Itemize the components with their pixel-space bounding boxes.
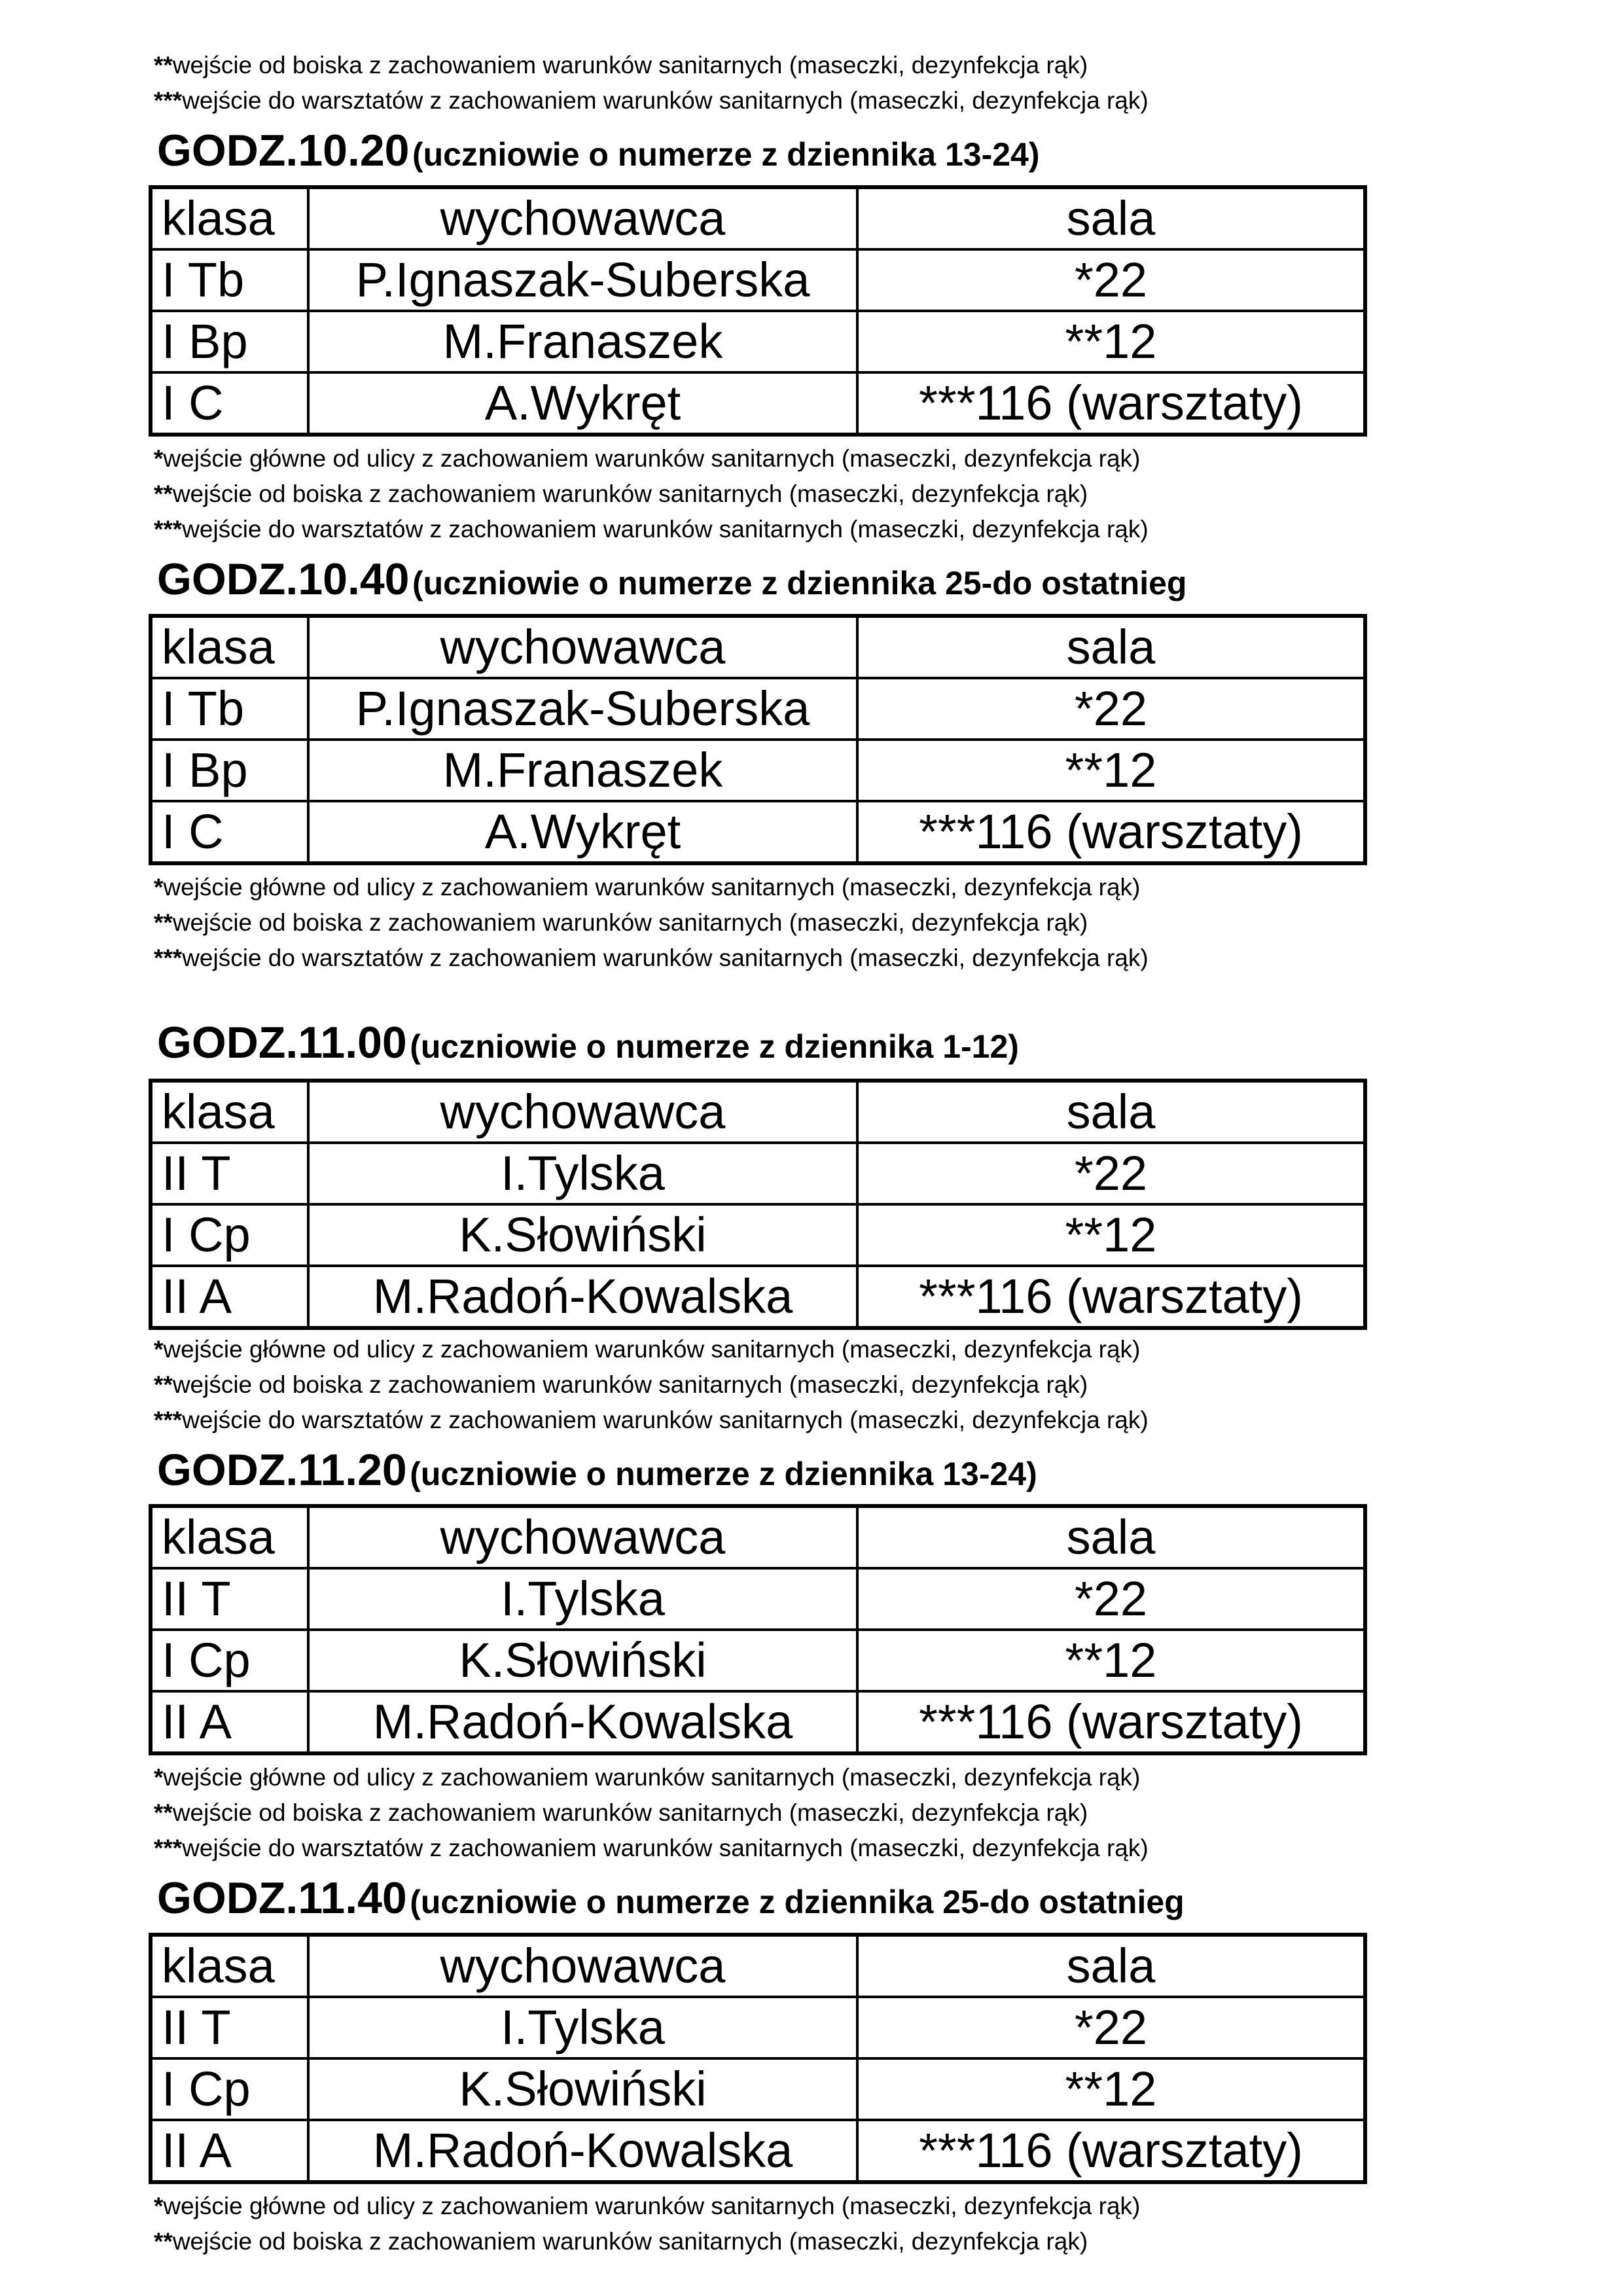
footnote-warsztaty: ***wejście do warsztatów z zachowaniem warunków sanitarnych (maseczki, dezynfekcja rąk) (154, 1407, 1149, 1433)
footnote-glowne: *wejście główne od ulicy z zachowaniem warunków sanitarnych (maseczki, dezynfekcja rąk) (154, 445, 1141, 472)
cell-sala: ***116 (warsztaty) (857, 2120, 1365, 2182)
header-sala: sala (857, 616, 1365, 678)
schedule-table (149, 1079, 1367, 1330)
header-wychowawca: wychowawca (308, 616, 857, 678)
table-row (151, 249, 1365, 311)
header-klasa: klasa (151, 187, 308, 249)
cell-klasa: I C (151, 372, 308, 435)
table-row (151, 1143, 1365, 1204)
table-row (151, 1204, 1365, 1266)
cell-sala: *22 (857, 1568, 1365, 1630)
footnote-warsztaty: ***wejście do warsztatów z zachowaniem warunków sanitarnych (maseczki, dezynfekcja rąk) (154, 944, 1149, 971)
footnote-glowne: *wejście główne od ulicy z zachowaniem warunków sanitarnych (maseczki, dezynfekcja rąk) (154, 1336, 1141, 1363)
cell-wychowawca: A.Wykręt (308, 372, 857, 435)
header-klasa: klasa (151, 1935, 308, 1997)
header-klasa: klasa (151, 1506, 308, 1568)
cell-sala: *22 (857, 1143, 1365, 1204)
footnote-boisko: **wejście od boiska z zachowaniem warunków sanitarnych (maseczki, dezynfekcja rąk) (154, 1371, 1088, 1398)
cell-wychowawca: P.Ignaszak-Suberska (308, 249, 857, 311)
header-wychowawca: wychowawca (308, 1081, 857, 1143)
header-wychowawca: wychowawca (308, 1935, 857, 1997)
cell-sala: ***116 (warsztaty) (857, 1266, 1365, 1328)
schedule-table (149, 1504, 1367, 1755)
table-header-row (151, 187, 1365, 249)
header-klasa: klasa (151, 616, 308, 678)
block-heading: GODZ.11.00 (uczniowie o numerze z dziennika 1-12) (157, 1018, 1019, 1067)
cell-sala: **12 (857, 1630, 1365, 1691)
cell-sala: **12 (857, 2058, 1365, 2120)
cell-wychowawca: M.Radoń-Kowalska (308, 1691, 857, 1753)
footnote-boisko: **wejście od boiska z zachowaniem warunków sanitarnych (maseczki, dezynfekcja rąk) (154, 1799, 1088, 1826)
table-row (151, 2120, 1365, 2182)
header-sala: sala (857, 1081, 1365, 1143)
block-heading: GODZ.10.20 (uczniowie o numerze z dziennika 13-24) (157, 126, 1040, 175)
footnote-glowne: *wejście główne od ulicy z zachowaniem warunków sanitarnych (maseczki, dezynfekcja rąk) (154, 2193, 1141, 2219)
table-row (151, 740, 1365, 801)
cell-sala: ***116 (warsztaty) (857, 372, 1365, 435)
cell-klasa: I Cp (151, 1630, 308, 1691)
table-row (151, 678, 1365, 740)
table-row (151, 311, 1365, 372)
footnote-warsztaty: ***wejście do warsztatów z zachowaniem warunków sanitarnych (maseczki, dezynfekcja rąk) (154, 516, 1149, 543)
cell-sala: ***116 (warsztaty) (857, 801, 1365, 863)
cell-wychowawca: I.Tylska (308, 1997, 857, 2058)
footnote-glowne: *wejście główne od ulicy z zachowaniem warunków sanitarnych (maseczki, dezynfekcja rąk) (154, 874, 1141, 901)
cell-klasa: II A (151, 2120, 308, 2182)
cell-klasa: I Cp (151, 2058, 308, 2120)
cell-wychowawca: K.Słowiński (308, 1630, 857, 1691)
table-row (151, 801, 1365, 863)
cell-wychowawca: I.Tylska (308, 1143, 857, 1204)
cell-klasa: I Cp (151, 1204, 308, 1266)
cell-klasa: I Bp (151, 740, 308, 801)
cell-wychowawca: K.Słowiński (308, 2058, 857, 2120)
cell-sala: **12 (857, 1204, 1365, 1266)
cell-wychowawca: P.Ignaszak-Suberska (308, 678, 857, 740)
cell-wychowawca: A.Wykręt (308, 801, 857, 863)
footnote-boisko: **wejście od boiska z zachowaniem warunków sanitarnych (maseczki, dezynfekcja rąk) (154, 52, 1088, 79)
cell-klasa: II T (151, 1568, 308, 1630)
block-heading: GODZ.11.40 (uczniowie o numerze z dziennika 25-do ostatnieg (157, 1873, 1185, 1923)
block-heading: GODZ.10.40 (uczniowie o numerze z dziennika 25-do ostatnieg (157, 554, 1187, 604)
header-sala: sala (857, 1506, 1365, 1568)
footnote-boisko: **wejście od boiska z zachowaniem warunków sanitarnych (maseczki, dezynfekcja rąk) (154, 909, 1088, 936)
schedule-table (149, 1933, 1367, 2184)
block-heading: GODZ.11.20 (uczniowie o numerze z dziennika 13-24) (157, 1445, 1037, 1495)
cell-wychowawca: M.Radoń-Kowalska (308, 2120, 857, 2182)
header-wychowawca: wychowawca (308, 1506, 857, 1568)
cell-klasa: I Tb (151, 678, 308, 740)
cell-wychowawca: M.Franaszek (308, 311, 857, 372)
cell-klasa: I C (151, 801, 308, 863)
cell-sala: **12 (857, 740, 1365, 801)
header-wychowawca: wychowawca (308, 187, 857, 249)
cell-klasa: II T (151, 1997, 308, 2058)
table-header-row (151, 1935, 1365, 1997)
header-sala: sala (857, 1935, 1365, 1997)
cell-wychowawca: M.Franaszek (308, 740, 857, 801)
cell-sala: *22 (857, 678, 1365, 740)
cell-wychowawca: I.Tylska (308, 1568, 857, 1630)
footnote-warsztaty: ***wejście do warsztatów z zachowaniem warunków sanitarnych (maseczki, dezynfekcja rąk) (154, 1835, 1149, 1861)
header-klasa: klasa (151, 1081, 308, 1143)
cell-klasa: II A (151, 1691, 308, 1753)
cell-klasa: II A (151, 1266, 308, 1328)
header-sala: sala (857, 187, 1365, 249)
table-header-row (151, 1081, 1365, 1143)
cell-sala: **12 (857, 311, 1365, 372)
cell-sala: *22 (857, 1997, 1365, 2058)
cell-klasa: II T (151, 1143, 308, 1204)
footnote-warsztaty: ***wejście do warsztatów z zachowaniem warunków sanitarnych (maseczki, dezynfekcja rąk) (154, 87, 1149, 114)
cell-sala: ***116 (warsztaty) (857, 1691, 1365, 1753)
table-row (151, 1997, 1365, 2058)
cell-klasa: I Tb (151, 249, 308, 311)
table-row (151, 1568, 1365, 1630)
table-row (151, 2058, 1365, 2120)
table-row (151, 372, 1365, 435)
schedule-table (149, 185, 1367, 437)
cell-wychowawca: M.Radoń-Kowalska (308, 1266, 857, 1328)
footnote-glowne: *wejście główne od ulicy z zachowaniem warunków sanitarnych (maseczki, dezynfekcja rąk) (154, 1764, 1141, 1791)
table-row (151, 1691, 1365, 1753)
table-row (151, 1266, 1365, 1328)
footnote-boisko: **wejście od boiska z zachowaniem warunków sanitarnych (maseczki, dezynfekcja rąk) (154, 480, 1088, 507)
footnote-boisko: **wejście od boiska z zachowaniem warunków sanitarnych (maseczki, dezynfekcja rąk) (154, 2228, 1088, 2255)
table-row (151, 1630, 1365, 1691)
cell-sala: *22 (857, 249, 1365, 311)
cell-klasa: I Bp (151, 311, 308, 372)
schedule-table (149, 614, 1367, 865)
cell-wychowawca: K.Słowiński (308, 1204, 857, 1266)
table-header-row (151, 616, 1365, 678)
table-header-row (151, 1506, 1365, 1568)
